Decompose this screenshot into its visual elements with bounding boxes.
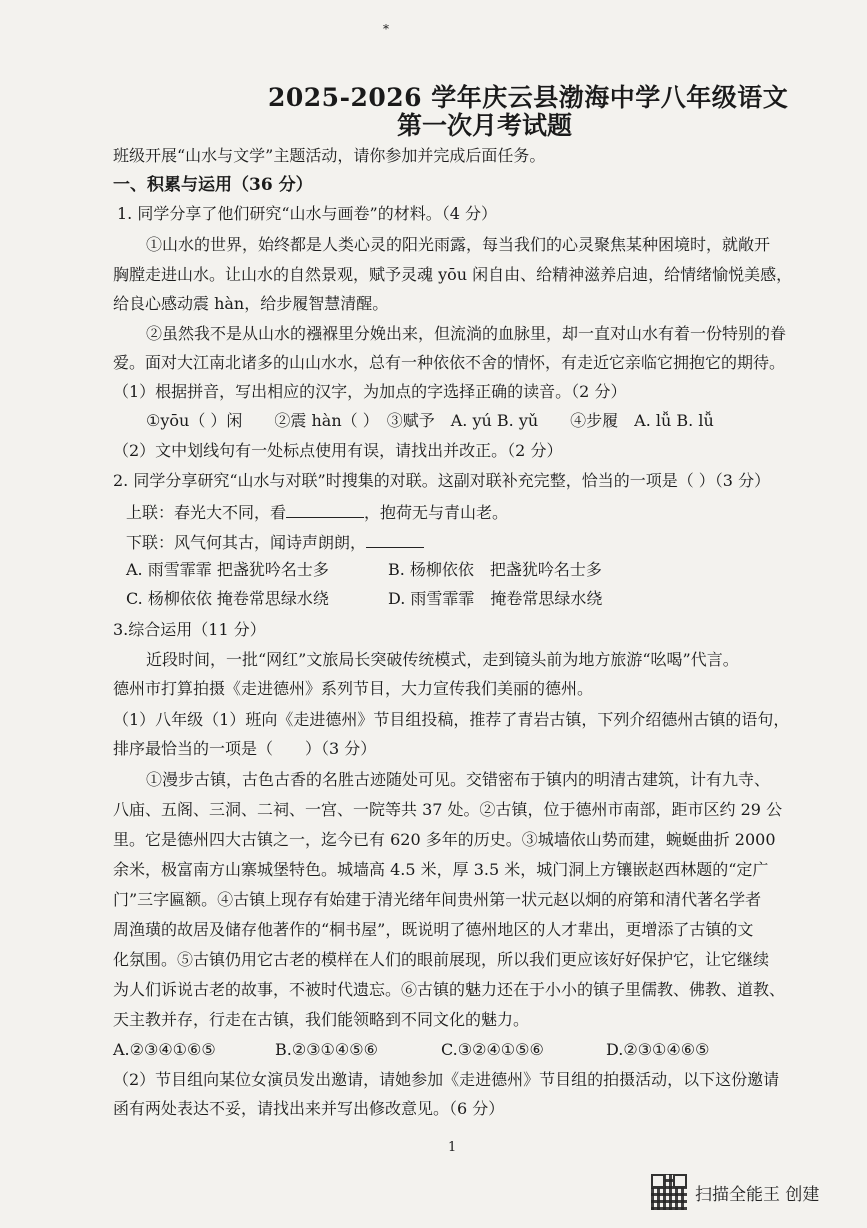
q2-option-a: A. 雨雪霏霏 把盏犹吟名士多 <box>126 560 329 579</box>
exam-title: 2025-2026 学年庆云县渤海中学八年级语文 <box>268 83 789 112</box>
q1-passage-line: ①山水的世界，始终都是人类心灵的阳光雨露，每当我们的心灵聚焦某种困境时，就敞开 <box>146 235 771 254</box>
q3-option-a: A.②③④①⑥⑤ <box>113 1040 216 1059</box>
q3-passage-line: 门”三字匾额。④古镇上现存有始建于清光绪年间贵州第一状元赵以炯的府第和清代著名学者 <box>113 890 762 909</box>
q3-intro-line: 德州市打算拍摄《走进德州》系列节目，大力宣传我们美丽的德州。 <box>113 679 594 698</box>
q1-passage-line: 胸膛走进山水。让山水的自然景观，赋予灵魂 yōu 闲自由、给精神滋养启迪，给情绪愉悦美感， <box>113 265 793 284</box>
q3-sub1: 排序最恰当的一项是（ ）（3 分） <box>113 739 377 758</box>
q3-passage-line: 天主教并存，行走在古镇，我们能领略到不同文化的魅力。 <box>113 1010 530 1029</box>
couplet-lower <box>126 533 424 551</box>
q3-passage-line: 余米，极富南方山寨城堡特色。城墙高 4.5 米，厚 3.5 米，城门洞上方镶嵌赵西林题的“定广 <box>113 860 769 879</box>
q3-sub2: 函有两处表达不妥，请找出来并写出修改意见。（6 分） <box>113 1099 505 1118</box>
scanner-text: 扫描全能王 创建 <box>695 1184 820 1205</box>
answer-blank[interactable] <box>286 503 364 518</box>
q3-sub1: （1）八年级（1）班向《走进德州》节目组投稿，推荐了青岩古镇，下列介绍德州古镇的语句， <box>113 710 790 729</box>
scan-mark: * <box>383 22 389 36</box>
question-1-stem: 1. 同学分享了他们研究“山水与画卷”的材料。（4 分） <box>117 204 497 223</box>
q1-passage-line: 给良心感动震 hàn，给步履智慧清醒。 <box>113 294 389 313</box>
q1-sub1-options: ①yōu（ ）闲 ②震 hàn（ ） ③赋予 A. yú B. yǔ ④步履 A. lǚ B. lǚ <box>146 411 714 430</box>
couplet-upper-start: 上联：春光大不同，看 <box>126 503 287 522</box>
couplet-upper <box>126 503 508 521</box>
q3-option-c: C.③②④①⑤⑥ <box>441 1040 544 1059</box>
q3-passage-line: 周渔璜的故居及储存他著作的“桐书屋”，既说明了德州地区的人才辈出，更增添了古镇的文 <box>113 920 754 939</box>
q2-option-d: D. 雨雪霏霏 掩卷常思绿水绕 <box>388 589 603 608</box>
couplet-upper-end: ，抱荷无与青山老。 <box>364 503 509 522</box>
scanner-watermark <box>651 1174 819 1210</box>
exam-subtitle: 第一次月考试题 <box>397 111 573 140</box>
answer-blank[interactable] <box>366 533 424 548</box>
q3-intro-line: 近段时间，一批“网红”文旅局长突破传统模式，走到镜头前为地方旅游“吆喝”代言。 <box>146 650 739 669</box>
q1-passage-line: ②虽然我不是从山水的襁褓里分娩出来，但流淌的血脉里，却一直对山水有着一份特别的眷 <box>146 324 787 343</box>
q3-option-d: D.②③①④⑥⑤ <box>606 1040 710 1059</box>
question-3-stem: 3.综合运用（11 分） <box>113 620 266 639</box>
q3-passage-line: 里。它是德州四大古镇之一，迄今已有 620 多年的历史。③城墙依山势而建，蜿蜒曲折 2000 <box>113 830 776 849</box>
q3-sub2: （2）节目组向某位女演员发出邀请，请她参加《走进德州》节目组的拍摄活动，以下这份邀请 <box>113 1070 780 1089</box>
question-2-stem: 2. 同学分享研究“山水与对联”时搜集的对联。这副对联补充完整，恰当的一项是（ ）（3 分） <box>113 471 771 490</box>
section-heading: 一、积累与运用（36 分） <box>113 175 313 195</box>
q1-sub1: （1）根据拼音，写出相应的汉字，为加点的字选择正确的读音。（2 分） <box>113 382 627 401</box>
q3-option-b: B.②③①④⑤⑥ <box>275 1040 378 1059</box>
q3-passage-line: ①漫步古镇，古色古香的名胜古迹随处可见。交错密布于镇内的明清古建筑，计有九寺、 <box>146 770 771 789</box>
q1-sub2: （2）文中划线句有一处标点使用有误，请找出并改正。（2 分） <box>113 441 563 460</box>
couplet-lower-text: 下联：风气何其古，闻诗声朗朗， <box>126 533 367 552</box>
q3-passage-line: 为人们诉说古老的故事，不被时代遗忘。⑥古镇的魅力还在于小小的镇子里儒教、佛教、道教、 <box>113 980 786 999</box>
qr-code-icon <box>651 1174 687 1210</box>
q3-passage-line: 化氛围。⑤古镇仍用它古老的模样在人们的眼前展现，所以我们更应该好好保护它，让它继续 <box>113 950 770 969</box>
page-number: 1 <box>448 1140 457 1155</box>
q3-passage-line: 八庙、五阁、三洞、二祠、一宫、一院等共 37 处。②古镇，位于德州市南部，距市区约 29 公 <box>113 800 783 819</box>
q2-option-c: C. 杨柳依依 掩卷常思绿水绕 <box>126 589 329 608</box>
activity-intro: 班级开展“山水与文学”主题活动，请你参加并完成后面任务。 <box>113 146 546 165</box>
q2-option-b: B. 杨柳依依 把盏犹吟名士多 <box>388 560 602 579</box>
q1-passage-line: 爱。面对大江南北诸多的山山水水，总有一种依依不舍的情怀，有走近它亲临它拥抱它的期待。 <box>113 353 786 372</box>
